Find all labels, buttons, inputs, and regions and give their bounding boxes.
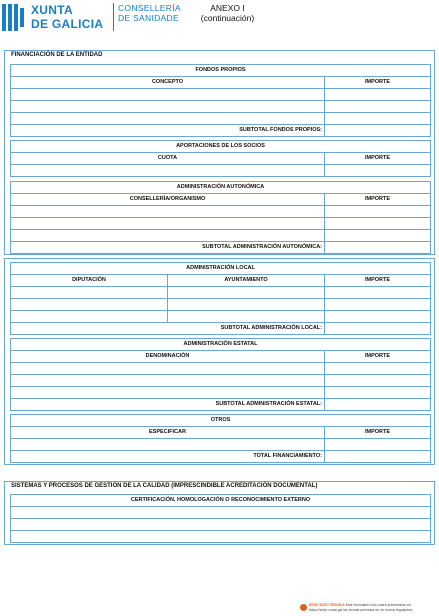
col-diputacion: DIPUTACIÓN	[72, 277, 106, 283]
col-importe: IMPORTE	[364, 353, 391, 359]
col-ayuntamiento: AYUNTAMIENTO	[224, 277, 268, 283]
input-concepto-2[interactable]	[11, 101, 324, 112]
department-name: CONSELLERÍA DE SANIDADE	[118, 3, 181, 23]
sede-electronica-icon	[300, 604, 307, 611]
subtotal-fondos-propios-input[interactable]	[325, 125, 430, 136]
col-cuota: CUOTA	[157, 155, 178, 161]
input-diputacion-2[interactable]	[11, 299, 167, 310]
input-ayuntamiento-2[interactable]	[168, 299, 324, 310]
administracion-autonomica-heading: ADMINISTRACIÓN AUTONÓMICA	[176, 184, 265, 190]
col-certificacion: CERTIFICACIÓN, HOMOLOGACIÓN O RECONOCIMIENTO EXTERNO	[130, 497, 311, 503]
input-ayuntamiento-1[interactable]	[168, 287, 324, 298]
input-diputacion-3[interactable]	[11, 311, 167, 322]
subtotal-local-label: SUBTOTAL ADMINISTRACIÓN LOCAL:	[220, 325, 322, 331]
administracion-local-table	[10, 262, 431, 335]
total-financiamiento-label: TOTAL FINANCIAMIENTO:	[253, 453, 322, 459]
administracion-local-heading: ADMINISTRACIÓN LOCAL	[186, 265, 255, 271]
input-especificar-1[interactable]	[11, 439, 324, 450]
administracion-autonomica-table	[10, 181, 431, 254]
fondos-propios-table	[10, 64, 431, 137]
input-denominacion-2[interactable]	[11, 375, 324, 386]
input-importe-otros-1[interactable]	[325, 439, 430, 450]
col-especificar: ESPECIFICAR	[149, 429, 186, 435]
input-certificacion-1[interactable]	[11, 507, 430, 518]
col-conselleria: CONSELLERÍA/ORGANISMO	[129, 196, 206, 202]
financiacion-section	[4, 50, 435, 255]
subtotal-fondos-propios-label: SUBTOTAL FONDOS PROPIOS:	[239, 127, 322, 133]
input-cuota-1[interactable]	[11, 165, 324, 176]
col-importe: IMPORTE	[364, 277, 391, 283]
calidad-table	[10, 494, 431, 543]
input-importe-aut-2[interactable]	[325, 218, 430, 229]
input-importe-aut-1[interactable]	[325, 206, 430, 217]
input-concepto-3[interactable]	[11, 113, 324, 124]
input-importe-3[interactable]	[325, 113, 430, 124]
input-importe-aut-3[interactable]	[325, 230, 430, 241]
input-importe-est-3[interactable]	[325, 387, 430, 398]
otros-heading: OTROS	[210, 417, 231, 423]
col-concepto: CONCEPTO	[151, 79, 184, 85]
input-importe-2[interactable]	[325, 101, 430, 112]
input-diputacion-1[interactable]	[11, 287, 167, 298]
subtotal-autonomica-label: SUBTOTAL ADMINISTRACIÓN AUTONÓMICA:	[202, 244, 322, 250]
fondos-propios-heading: FONDOS PROPIOS	[195, 67, 246, 73]
input-importe-local-2[interactable]	[325, 299, 430, 310]
input-certificacion-2[interactable]	[11, 519, 430, 530]
input-importe-est-1[interactable]	[325, 363, 430, 374]
administracion-estatal-table	[10, 338, 431, 411]
aportaciones-socios-heading: APORTACIONES DE LOS SOCIOS	[176, 143, 265, 149]
annex-title: ANEXO I (continuación)	[200, 3, 255, 23]
col-importe: IMPORTE	[364, 196, 391, 202]
calidad-section	[4, 481, 435, 545]
input-ayuntamiento-3[interactable]	[168, 311, 324, 322]
input-importe-local-3[interactable]	[325, 311, 430, 322]
calidad-title: SISTEMAS Y PROCESOS DE GESTIÓN DE LA CALIDAD (IMPRESCINDIBLE ACREDITACIÓN DOCUMENTAL)	[11, 483, 318, 489]
aportaciones-socios-table	[10, 140, 431, 177]
sede-footer-text: SEDE ELECTRÓNICA Este formulario sólo podrá presentarse en https://sede.xunta.gal las formas previstas en su norma reguladora	[309, 603, 413, 612]
otros-table	[10, 414, 431, 463]
xunta-emblem-icon	[2, 4, 26, 31]
input-denominacion-1[interactable]	[11, 363, 324, 374]
input-conselleria-3[interactable]	[11, 230, 324, 241]
col-importe: IMPORTE	[364, 155, 391, 161]
total-financiamiento-input[interactable]	[325, 451, 430, 462]
page-header	[0, 0, 439, 40]
financiacion-title: FINANCIACIÓN DE LA ENTIDAD	[11, 52, 103, 58]
input-importe-1[interactable]	[325, 89, 430, 100]
financiacion-section-continued	[4, 258, 435, 465]
subtotal-estatal-input[interactable]	[325, 399, 430, 410]
input-certificacion-3[interactable]	[11, 531, 430, 542]
col-importe: IMPORTE	[364, 79, 391, 85]
logo-text: XUNTA DE GALICIA	[31, 3, 104, 31]
subtotal-autonomica-input[interactable]	[325, 242, 430, 253]
header-separator	[113, 3, 114, 31]
input-conselleria-1[interactable]	[11, 206, 324, 217]
input-importe-socios-1[interactable]	[325, 165, 430, 176]
administracion-estatal-heading: ADMINISTRACIÓN ESTATAL	[183, 341, 258, 347]
input-importe-est-2[interactable]	[325, 375, 430, 386]
subtotal-estatal-label: SUBTOTAL ADMINISTRACIÓN ESTATAL:	[215, 401, 322, 407]
input-concepto-1[interactable]	[11, 89, 324, 100]
subtotal-local-input[interactable]	[325, 323, 430, 334]
sede-footer	[300, 603, 435, 613]
col-denominacion: DENOMINACIÓN	[145, 353, 190, 359]
input-conselleria-2[interactable]	[11, 218, 324, 229]
col-importe: IMPORTE	[364, 429, 391, 435]
input-importe-local-1[interactable]	[325, 287, 430, 298]
input-denominacion-3[interactable]	[11, 387, 324, 398]
xunta-logo	[2, 3, 112, 33]
